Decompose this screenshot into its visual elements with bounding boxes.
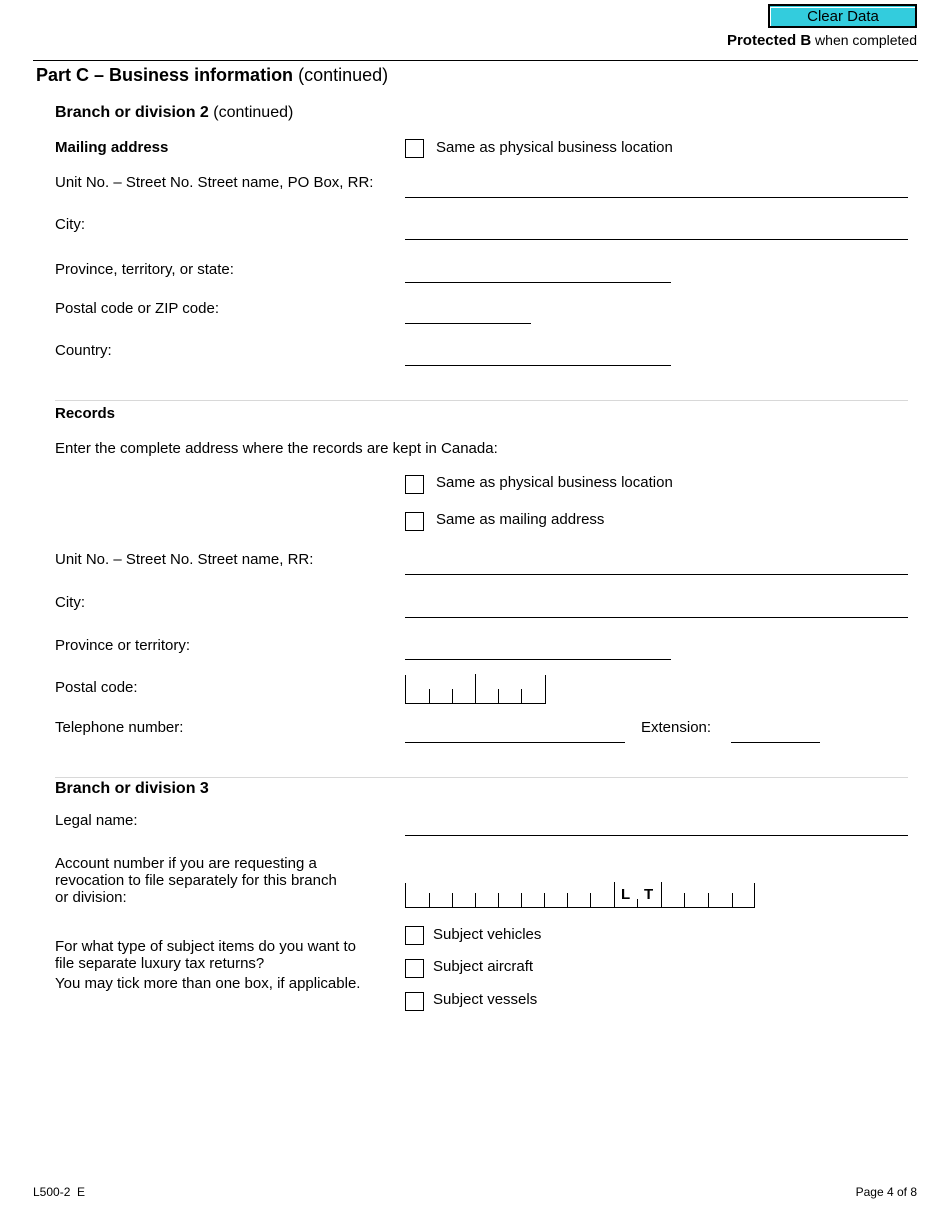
branch3-items-question-line1: For what type of subject items do you want to: [55, 938, 356, 955]
part-title: [36, 64, 388, 86]
subject-vehicles-label: Subject vehicles: [433, 926, 542, 943]
mailing-street-input[interactable]: [405, 197, 908, 198]
mailing-heading: Mailing address: [55, 139, 169, 156]
records-postal-code-input[interactable]: [405, 675, 546, 704]
protected-b-notice: [727, 31, 917, 50]
records-street-input[interactable]: [405, 574, 908, 575]
mailing-same-physical-checkbox[interactable]: [405, 139, 424, 158]
form-identifier: L500-2 E: [33, 1185, 86, 1199]
branch2-title-rest: (continued): [213, 104, 294, 121]
mailing-street-label: Unit No. – Street No. Street name, PO Box, RR:: [55, 174, 374, 191]
account-tick: [521, 893, 522, 907]
branch3-account-number-input[interactable]: [405, 883, 755, 908]
part-title-bold: Part C – Business information: [36, 65, 294, 85]
header-rule: [33, 60, 918, 61]
mailing-same-physical-label: Same as physical business location: [436, 139, 673, 156]
account-tick: [708, 893, 709, 907]
subject-vessels-label: Subject vessels: [433, 991, 538, 1008]
account-tick: [732, 893, 733, 907]
postal-tick: [521, 689, 522, 703]
branch3-items-question-line3: You may tick more than one box, if applicable.: [55, 975, 361, 992]
account-tick: [475, 893, 476, 907]
records-city-label: City:: [55, 594, 85, 611]
mailing-city-label: City:: [55, 216, 85, 233]
records-postal-label: Postal code:: [55, 679, 138, 696]
subject-vehicles-checkbox[interactable]: [405, 926, 424, 945]
branch3-legal-name-label: Legal name:: [55, 812, 138, 829]
protected-b-bold: Protected B: [726, 32, 812, 49]
records-phone-input[interactable]: [405, 742, 625, 743]
branch2-title-bold: Branch or division 2: [55, 104, 209, 121]
branch3-account-label-line2: revocation to file separately for this branch: [55, 872, 337, 889]
branch3-items-question: [55, 938, 360, 992]
account-prefix-t: T: [644, 886, 654, 903]
branch2-title: [55, 103, 293, 123]
account-tick: [567, 893, 568, 907]
branch3-items-question-line2: file separate luxury tax returns?: [55, 955, 265, 972]
records-same-mailing-checkbox[interactable]: [405, 512, 424, 531]
records-extension-input[interactable]: [731, 742, 820, 743]
records-heading: Records: [55, 405, 116, 422]
mailing-province-input[interactable]: [405, 282, 671, 283]
records-same-physical-label: Same as physical business location: [436, 474, 673, 491]
branch3-account-label-line3: or division:: [55, 889, 127, 906]
page-number: Page 4 of 8: [855, 1185, 917, 1199]
subject-vessels-checkbox[interactable]: [405, 992, 424, 1011]
account-tick: [452, 893, 453, 907]
account-tick: [684, 893, 685, 907]
records-same-physical-checkbox[interactable]: [405, 475, 424, 494]
postal-tick: [429, 689, 430, 703]
account-prefix-l: L: [621, 886, 631, 903]
account-tick: [544, 893, 545, 907]
branch3-separator: [55, 777, 908, 778]
part-title-rest: (continued): [298, 65, 389, 85]
records-province-input[interactable]: [405, 659, 671, 660]
records-city-input[interactable]: [405, 617, 908, 618]
account-tick: [498, 893, 499, 907]
records-instruction: Enter the complete address where the records are kept in Canada:: [55, 440, 498, 457]
account-tick: [614, 882, 615, 907]
postal-tick: [475, 674, 476, 703]
account-tick: [429, 893, 430, 907]
subject-aircraft-checkbox[interactable]: [405, 959, 424, 978]
subject-aircraft-label: Subject aircraft: [433, 958, 534, 975]
records-separator: [55, 400, 908, 401]
account-tick: [637, 899, 638, 907]
mailing-city-input[interactable]: [405, 239, 908, 240]
records-province-label: Province or territory:: [55, 637, 191, 654]
mailing-postal-label: Postal code or ZIP code:: [55, 300, 219, 317]
records-phone-label: Telephone number:: [55, 719, 184, 736]
mailing-postal-input[interactable]: [405, 323, 531, 324]
branch3-legal-name-input[interactable]: [405, 835, 908, 836]
records-street-label: Unit No. – Street No. Street name, RR:: [55, 551, 314, 568]
branch3-title: Branch or division 3: [55, 780, 209, 797]
mailing-country-input[interactable]: [405, 365, 671, 366]
account-tick: [590, 893, 591, 907]
clear-data-label: Clear Data: [770, 7, 915, 26]
branch3-account-label: [55, 855, 337, 906]
account-tick: [661, 882, 662, 907]
postal-tick: [498, 689, 499, 703]
postal-tick: [452, 689, 453, 703]
clear-data-button[interactable]: [768, 4, 917, 28]
mailing-country-label: Country:: [55, 342, 112, 359]
records-extension-label: Extension:: [641, 719, 712, 736]
mailing-province-label: Province, territory, or state:: [55, 261, 234, 278]
branch3-account-label-line1: Account number if you are requesting a: [55, 855, 317, 872]
protected-b-rest: when completed: [815, 32, 917, 48]
records-same-mailing-label: Same as mailing address: [436, 511, 605, 528]
